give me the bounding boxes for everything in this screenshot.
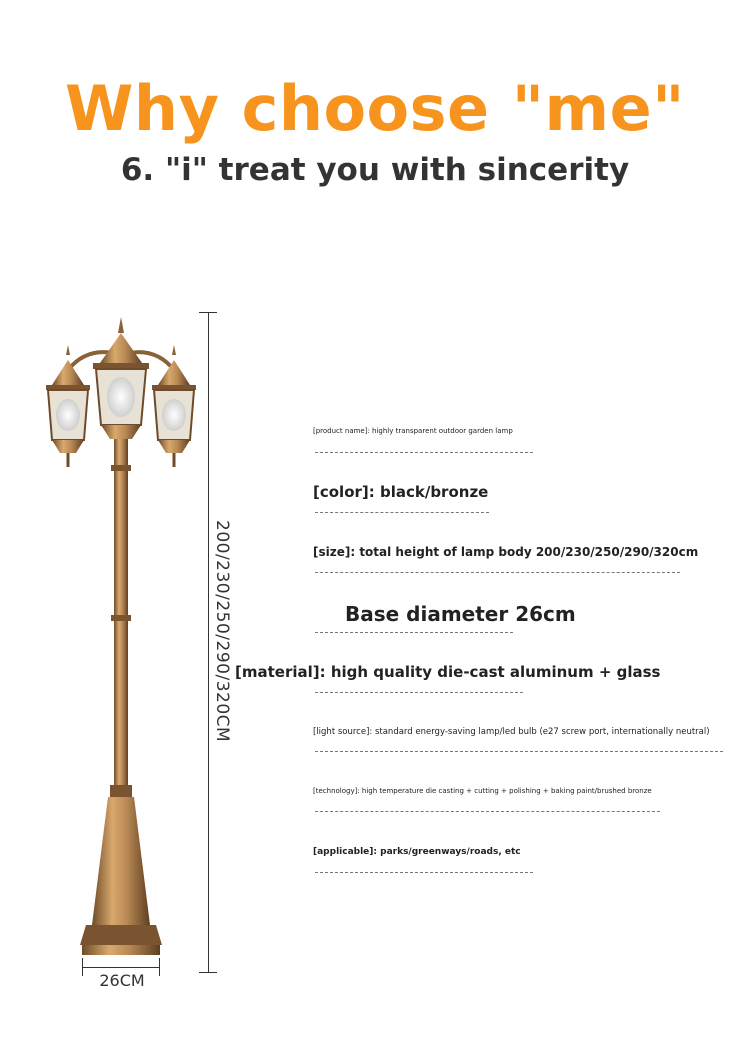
spec-product-name: [product name]: highly transparent outdoor garden lamp bbox=[313, 427, 513, 435]
spec-applicable: [applicable]: parks/greenways/roads, etc bbox=[313, 847, 521, 857]
divider bbox=[315, 751, 723, 752]
width-dimension-line bbox=[82, 967, 159, 968]
right-lantern bbox=[152, 345, 196, 467]
height-label: 200/230/250/290/320CM bbox=[212, 520, 232, 743]
divider bbox=[315, 692, 523, 693]
spec-material: [material]: high quality die-cast aluminum + glass bbox=[235, 663, 661, 681]
height-tick-top bbox=[199, 312, 217, 313]
height-dimension-line bbox=[208, 312, 209, 972]
page-title: Why choose "me" bbox=[65, 72, 685, 145]
spec-base-diameter: Base diameter 26cm bbox=[345, 602, 576, 626]
divider bbox=[315, 811, 660, 812]
lamp-illustration bbox=[38, 315, 206, 965]
lamp-base bbox=[92, 797, 150, 925]
left-lantern bbox=[46, 345, 90, 467]
divider bbox=[315, 572, 680, 573]
height-tick-bottom bbox=[199, 972, 217, 973]
spec-light-source: [light source]: standard energy-saving lamp/led bulb (e27 screw port, internationally neutral) bbox=[313, 727, 710, 737]
center-lantern bbox=[93, 317, 149, 439]
divider bbox=[315, 872, 533, 873]
divider bbox=[315, 632, 513, 633]
page-subtitle: 6. "i" treat you with sincerity bbox=[120, 152, 630, 188]
spec-size: [size]: total height of lamp body 200/230/250/290/320cm bbox=[313, 545, 699, 559]
width-label: 26CM bbox=[99, 971, 145, 990]
divider bbox=[315, 452, 533, 453]
spec-technology: [technology]: high temperature die casting + cutting + polishing + baking paint/brushed bronze bbox=[313, 787, 652, 795]
divider bbox=[315, 512, 489, 513]
spec-color: [color]: black/bronze bbox=[313, 483, 489, 501]
